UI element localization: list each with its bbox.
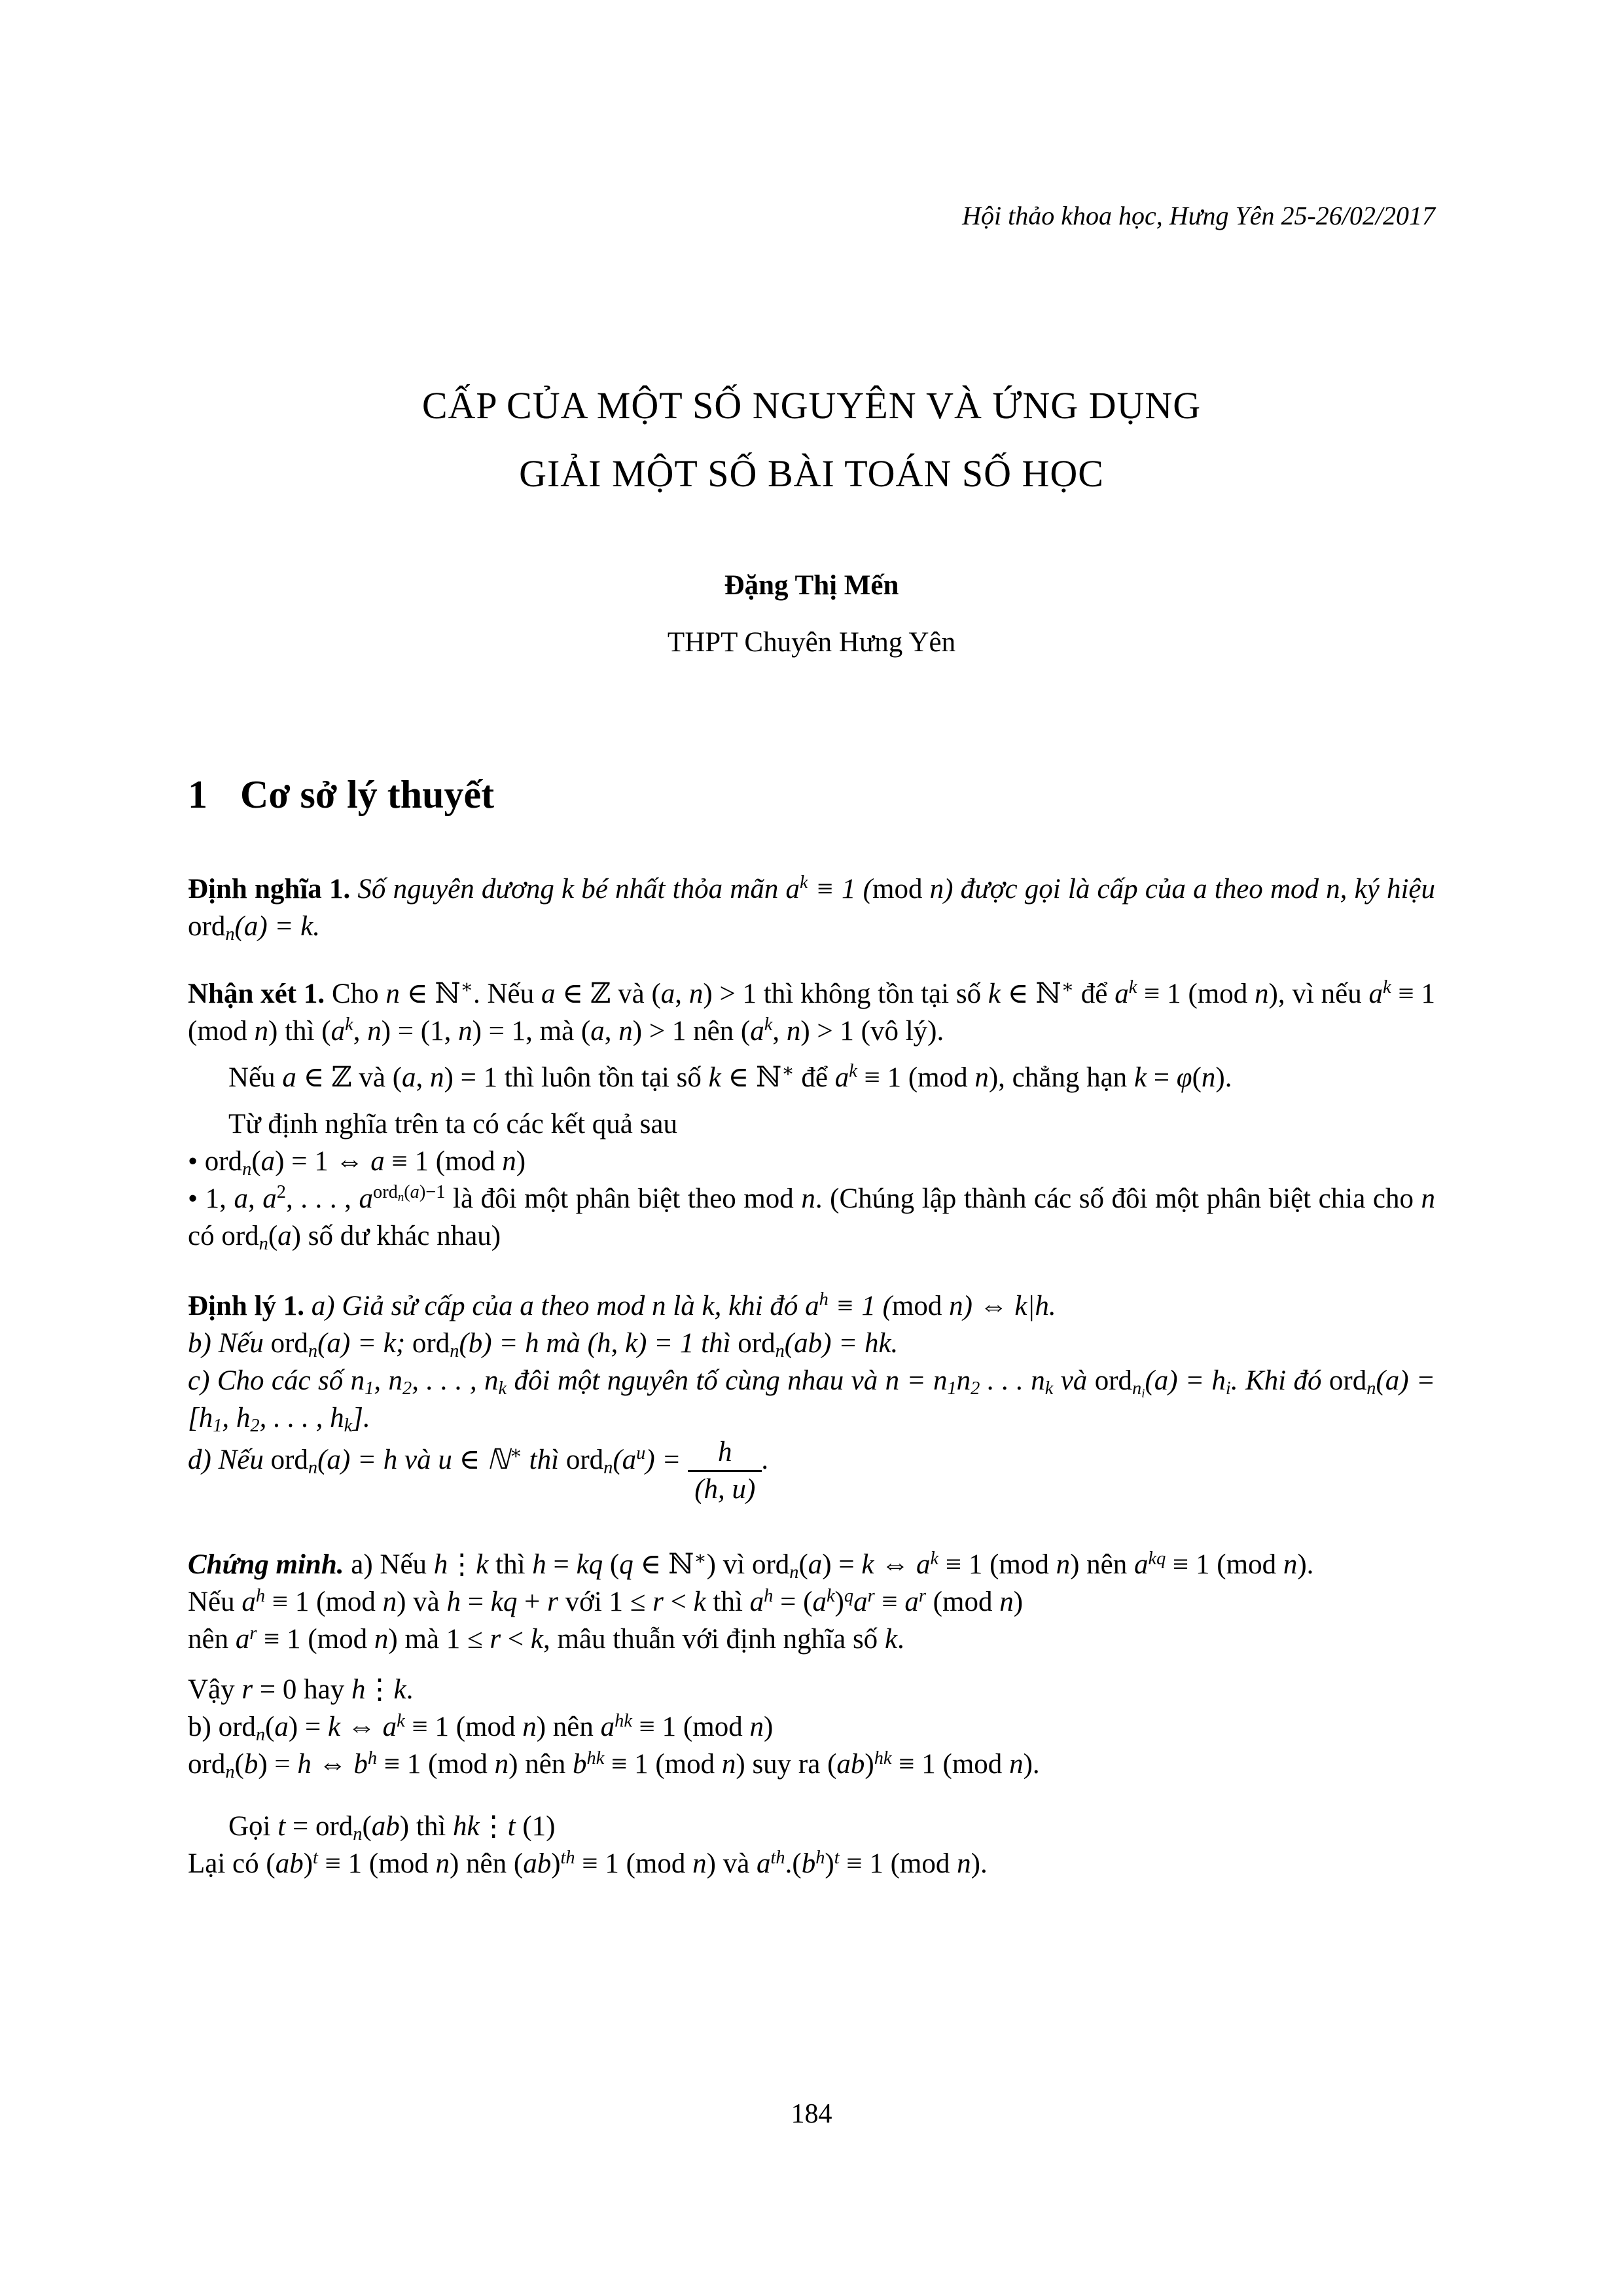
section-title: Cơ sở lý thuyết [240,773,495,816]
proof-theorem-1: Chứng minh. a) Nếu h⋮k thì h = kq (q ∈ ℕ∗) vì ord$_n$(a) = k ⇔ $a^k \equiv 1$ (mod n) nên $a^{kq} \equiv 1$ (mod n). Nếu $a^h \equiv 1$ (mod n) và h = kq + r với 1 ≤ r < k thì $a^h = (a^k)^qa^r \equiv a^r$ (mod n) nên $a^r \equiv 1$ (mod n) mà 1 ≤ r < k, mâu thuẫn với định nghĩa số k. [188,1548,1314,1655]
paper-title [0,372,1623,508]
results-intro: Từ định nghĩa trên ta có các kết quả sau [228,1109,677,1139]
section-number: 1 [188,773,207,816]
page-number: 184 [791,2099,832,2129]
paper-title-line-1: CẤP CỦA MỘT SỐ NGUYÊN VÀ ỨNG DỤNG [421,384,1202,427]
author-name: Đặng Thị Mến [724,570,899,601]
section-heading [188,772,494,817]
remark-1-paragraph-2: Nếu a ∈ ℤ và (a, n) = 1 thì luôn tồn tại số k ∈ ℕ∗ để $a^k \equiv 1$ (mod n), chẳng hạn k = φ(n). [228,1061,1232,1093]
running-header: Hội thảo khoa học, Hưng Yên 25-26/02/2017 [962,201,1435,230]
paper-title-line-2: GIẢI MỘT SỐ BÀI TOÁN SỐ HỌC [519,452,1104,495]
definition-1: Định nghĩa 1. Số nguyên dương k bé nhất thỏa mãn $a^k \equiv 1$ (mod n) được gọi là cấp của a theo mod n, ký hiệu ord$_n$(a) = k. [188,872,1435,945]
remark-1: Nhận xét 1. Cho n ∈ ℕ∗. Nếu a ∈ ℤ và (a, n) > 1 thì không tồn tại số k ∈ ℕ∗ để $a^k \equiv 1$ (mod n), vì nếu $a^k \equiv 1$ (mod n) thì ($a^k$, n) = (1, n) = 1, mà (a, n) > 1 nên ($a^k$, n) > 1 (vô lý). [188,977,1435,1047]
proof-part-b-continued: Gọi t = ord$_n$(ab) thì hk⋮t (1) Lại có (ab)$^t$ ≡ 1 (mod n) nên (ab)$^{th}$ ≡ 1 (mod n) và $a^{th}.(b^h)^t \equiv 1$ (mod n). [188,1811,988,1880]
theorem-1: Định lý 1. a) Giả sử cấp của a theo mod n là k, khi đó $a^h \equiv 1$ (mod n) ⇔ k|h. b) Nếu ord$_n$(a) = k; ord$_n$(b) = h mà (h, k) = 1 thì ord$_n$(ab) = hk. c) Cho các số $n_1$, $n_2$, . . . , $n_k$ đôi một nguyên tố cùng nhau và $n = n_1n_2$ . . . $n_k$ và $ord_{n_i}(a) = h_i$. Khi đó $ord_n(a) = [h_1$, $h_2$, . . . , $h_k$]. d) Nếu ord$_n$(a) = h và u ∈ ℕ∗ thì $ord_n(a^u)$ = $\frac{h}{(h, u)}$ . [188,1289,1436,1505]
bullet-result-1: • ord$_n$(a) = 1 ⇔ a ≡ 1 (mod n) [188,1146,526,1180]
bullet-result-2: • 1, a, $a^2$, . . . , $a^{ord_n(a)-1}$ là đôi một phân biệt theo mod n. (Chúng lập thành các số đôi một phân biệt chia cho n có ord$_n$(a) số dư khác nhau) [188,1182,1436,1255]
author-affiliation: THPT Chuyên Hưng Yên [667,627,956,658]
document-body [188,870,1435,1882]
proof-part-b: Vậy r = 0 hay h⋮k. b) ord$_n$(a) = k ⇔ $a^k \equiv 1$ (mod n) nên $a^{hk} \equiv 1$ (mod n) ord$_n$(b) = h ⇔ $b^h \equiv 1$ (mod n) nên $b^{hk} \equiv 1$ (mod n) suy ra (ab)$^{hk}$ ≡ 1 (mod n). [188,1674,1040,1783]
